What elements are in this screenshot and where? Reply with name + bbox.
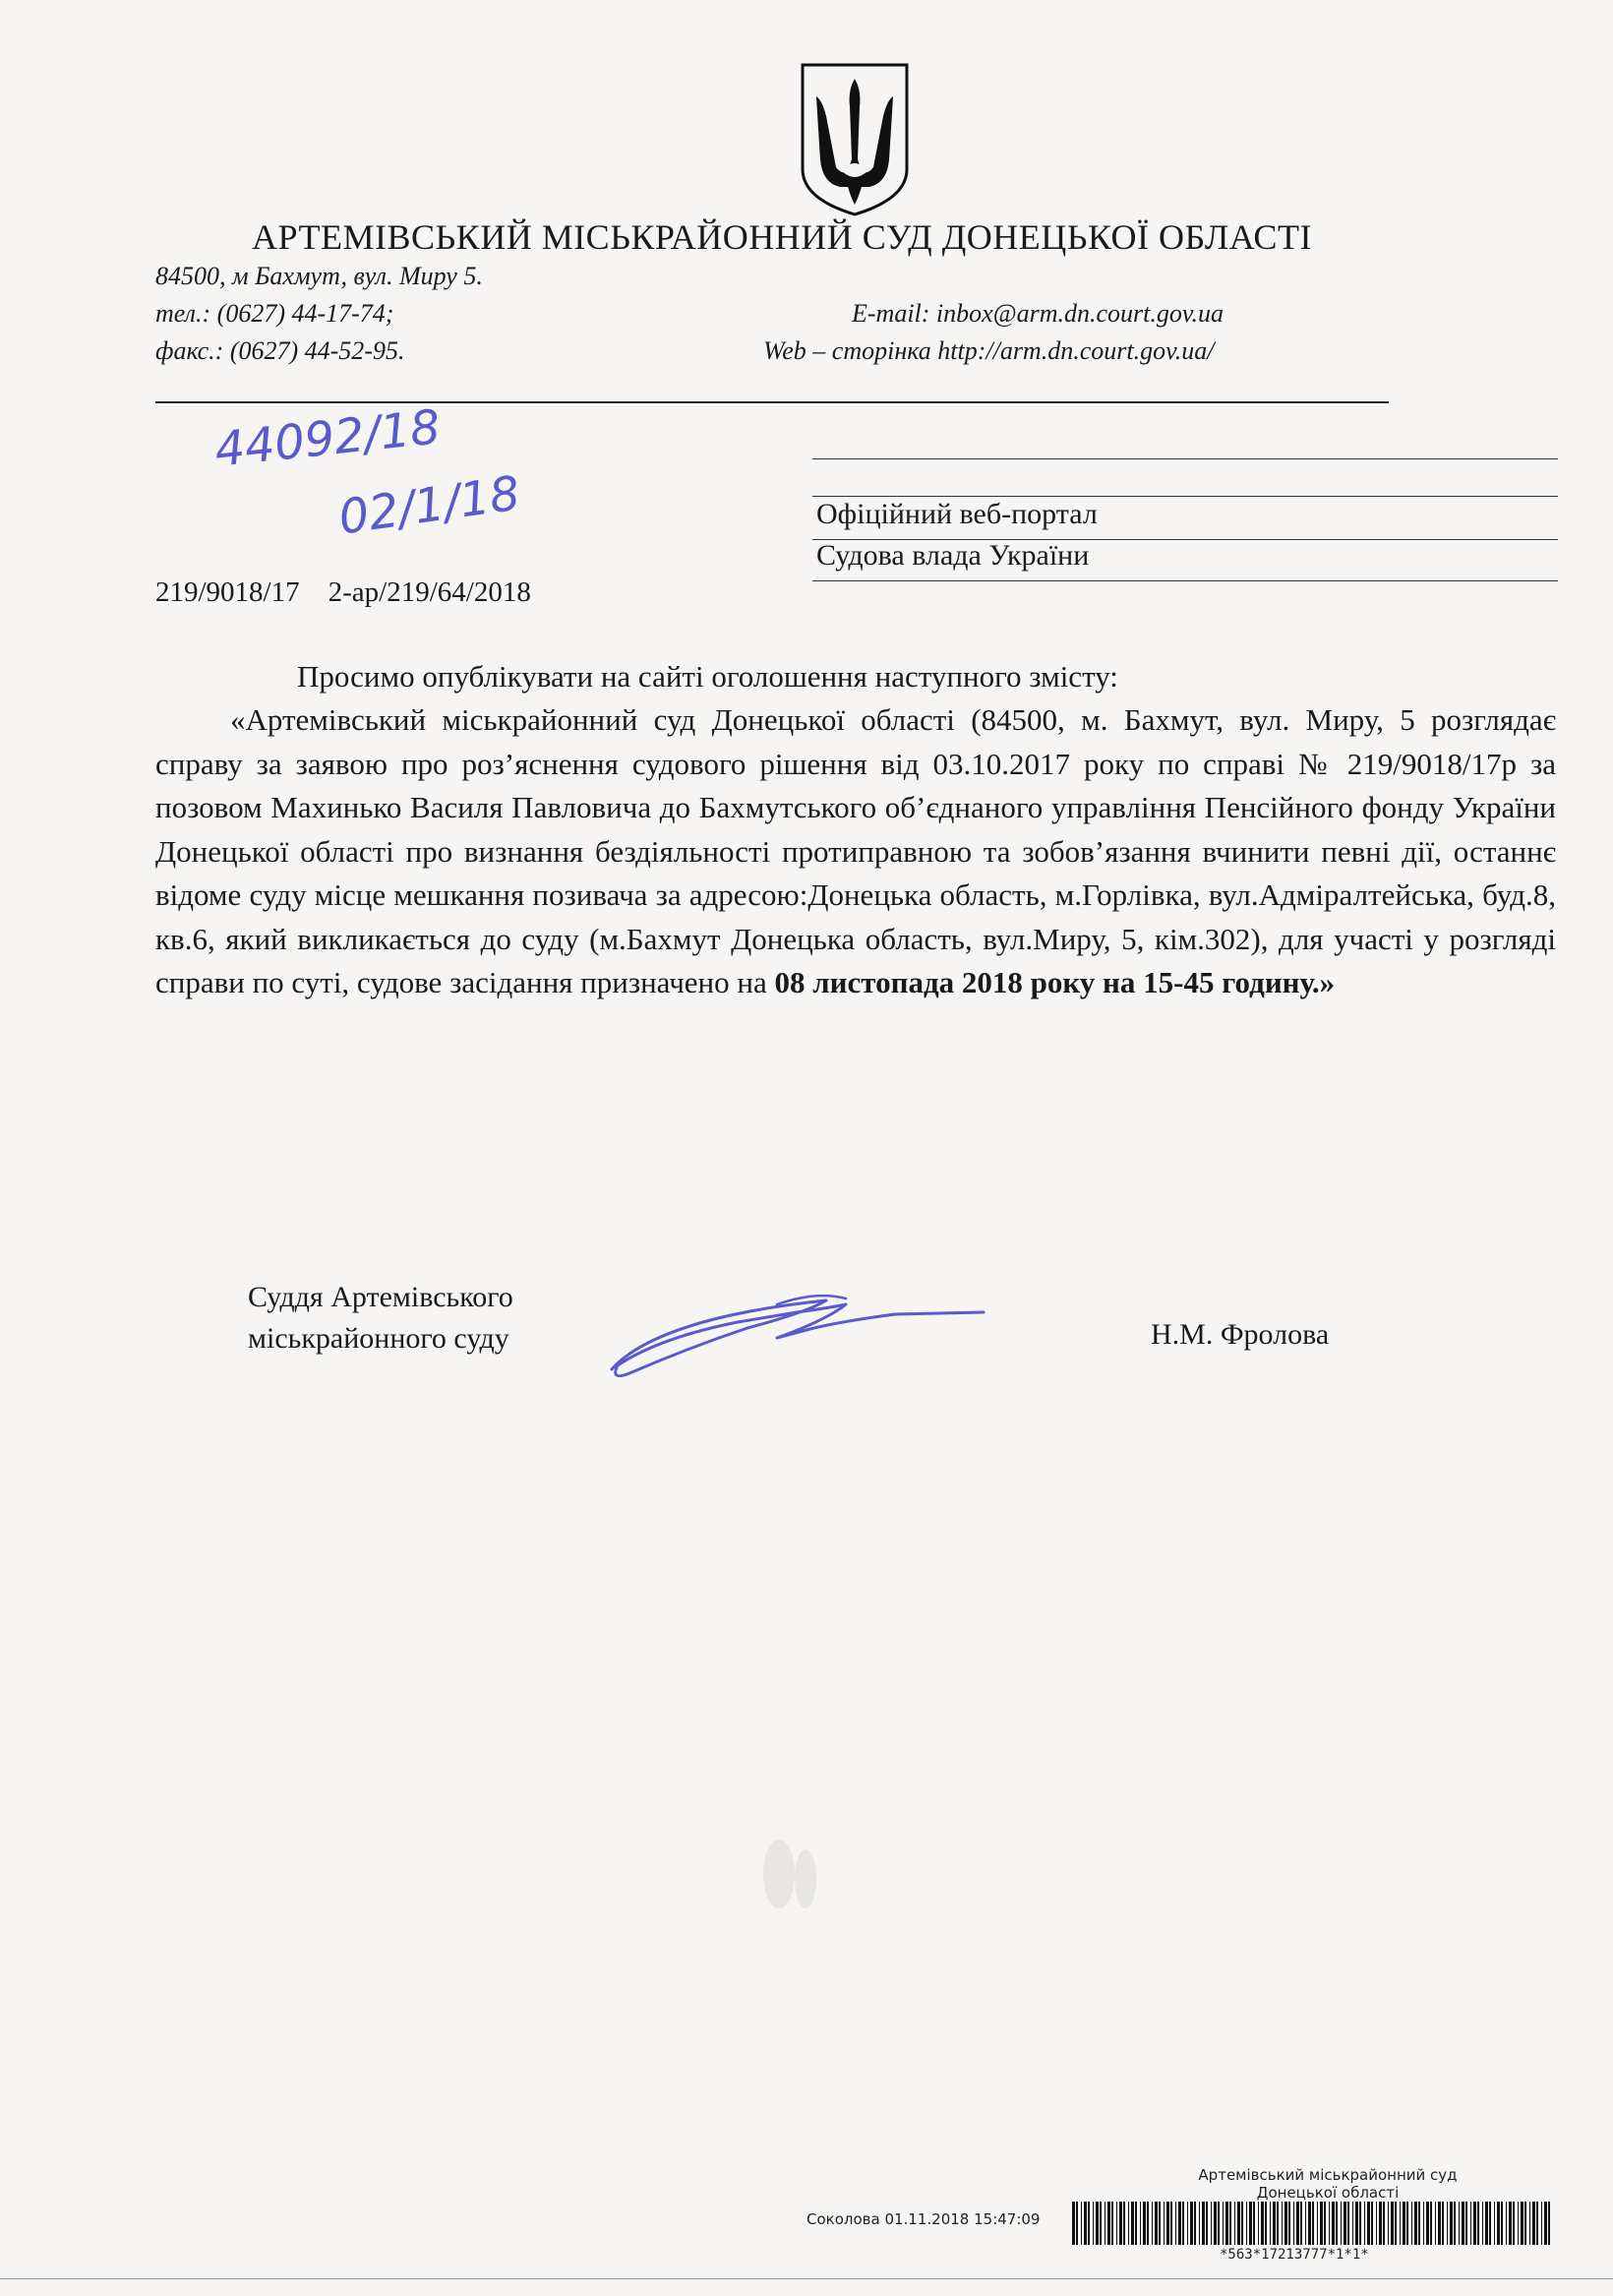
announcement-text (155, 698, 1556, 1005)
paper-smudge (795, 1849, 816, 1908)
request-intro: Просимо опублікувати на сайті оголошення наступного змісту: (297, 659, 1118, 694)
registry-court-line-1: Артемівський міськрайонний суд (1198, 2166, 1458, 2184)
trident-emblem-icon (797, 61, 913, 218)
registry-court-line-2: Донецької області (1256, 2184, 1400, 2202)
judge-title-line-2: міськрайонного суду (248, 1322, 509, 1355)
case-number: 219/9018/17 (155, 576, 300, 608)
paper-smudge (763, 1840, 795, 1908)
handwritten-registration-number: 44092/18 (211, 399, 444, 478)
page-bottom-edge (0, 2278, 1613, 2279)
barcode-number: *563*17213777*1*1* (1220, 2247, 1369, 2263)
handwritten-registration-date: 02/1/18 (335, 465, 524, 546)
recipient-line-1: Офіційний веб-портал (816, 498, 1098, 530)
hearing-date-time: 08 листопада 2018 року на 15-45 годину.» (774, 965, 1336, 999)
proceeding-number: 2-ар/219/64/2018 (328, 576, 531, 608)
court-email: E-mail: inbox@arm.dn.court.gov.ua (852, 299, 1224, 328)
judge-title-line-1: Суддя Артемівського (248, 1281, 513, 1313)
case-references (155, 576, 531, 609)
header-divider (155, 401, 1389, 403)
recipient-line-2: Судова влада України (816, 539, 1090, 572)
announcement-main: «Артемівський міськрайонний суд Донецької області (84500, м. Бахмут, вул. Миру, 5 розглядає справу за заявою про роз’яснення судового рішення від 03.10.2017 року по справі № 219/9018/17р за позовом Махинько Василя Павловича до Бахмутського об’єднаного управління Пенсійного фонду України Донецької області про визнання бездіяльності протиправною та зобов’язання вчинити певні дії, останнє відоме суду місце мешкання позивача за адресою:Донецька область, м.Горлівка, вул.Адміралтейська, буд.8, кв.6, який викликається до суду (м.Бахмут Донецька область, вул.Миру, 5, кім.302), для участі у розгляді справи по суті, судове засідання призначено на (155, 702, 1556, 999)
judge-name: Н.М. Фролова (1151, 1318, 1330, 1351)
barcode-icon (1072, 2202, 1552, 2245)
court-fax: факс.: (0627) 44-52-95. (155, 336, 405, 365)
registry-operator-timestamp: Соколова 01.11.2018 15:47:09 (806, 2210, 1041, 2228)
court-title: АРТЕМІВСЬКИЙ МІСЬКРАЙОННИЙ СУД ДОНЕЦЬКОЇ ОБЛАСТІ (252, 217, 1312, 257)
recipient-blank-line (812, 458, 1558, 459)
recipient-underline (812, 580, 1558, 581)
court-phone: тел.: (0627) 44-17-74; (155, 299, 394, 328)
court-address: 84500, м Бахмут, вул. Миру 5. (155, 262, 483, 290)
recipient-blank-line (812, 496, 1558, 497)
judge-title (248, 1277, 513, 1359)
registry-stamp (1161, 2166, 1495, 2202)
court-website: Web – сторінка http://arm.dn.court.gov.ua/ (763, 336, 1215, 365)
handwritten-signature (600, 1279, 993, 1387)
